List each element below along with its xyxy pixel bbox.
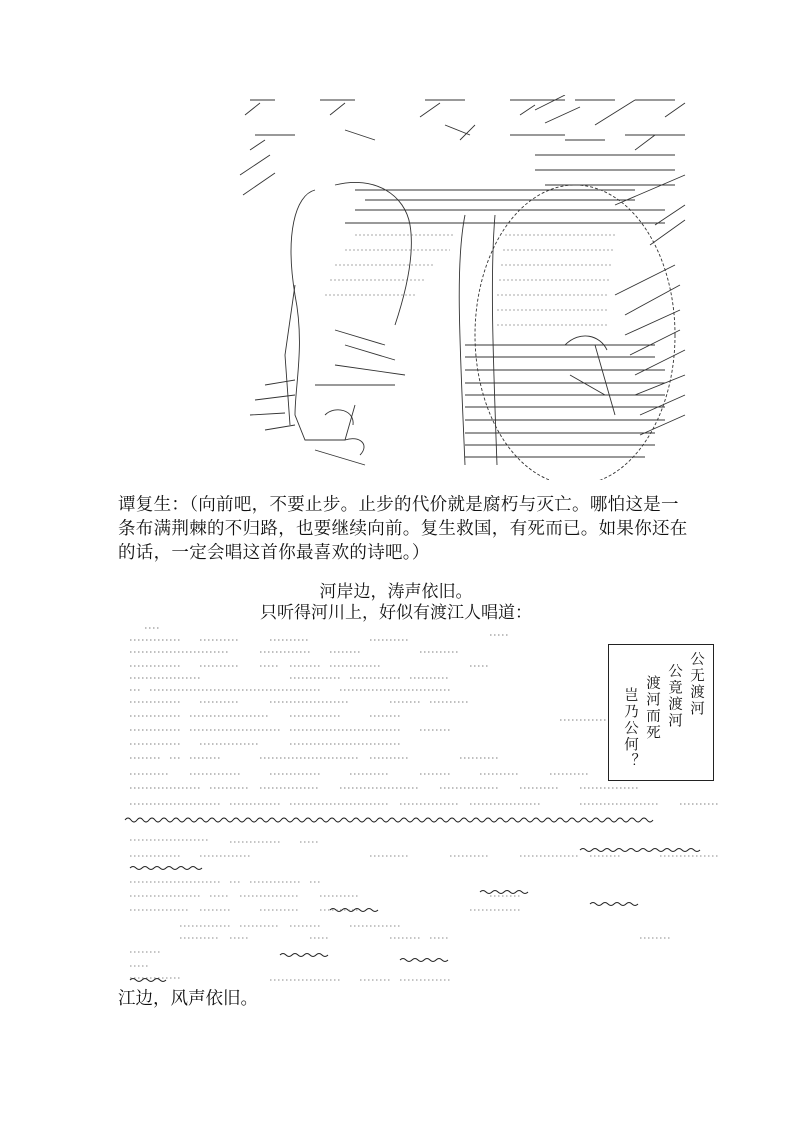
narration-paragraph: 谭复生：（向前吧，不要止步。止步的代价就是腐朽与灭亡。哪怕这是一条布满荆棘的不归路，也要继续向前。复生救国，有死而已。如果你还在的话，一定会唱这首你最喜欢的诗吧。） <box>118 495 688 563</box>
ending-line: 江边，风声依旧。 <box>118 989 258 1009</box>
poem-line-1: 公无渡河 <box>688 651 704 717</box>
verse-line-2: 只听得河川上，好似有渡江人唱道： <box>260 603 532 623</box>
poem-line-4: 岂乃公何？ <box>622 687 638 770</box>
poem-line-2: 公竟渡河 <box>666 663 682 729</box>
verse-line-1: 河岸边，涛声依旧。 <box>319 582 473 602</box>
poem-line-3: 渡河而死 <box>644 675 660 741</box>
poem-columns <box>620 651 705 770</box>
ascii-art-illustration-top <box>235 95 690 480</box>
poem-box <box>608 644 714 781</box>
